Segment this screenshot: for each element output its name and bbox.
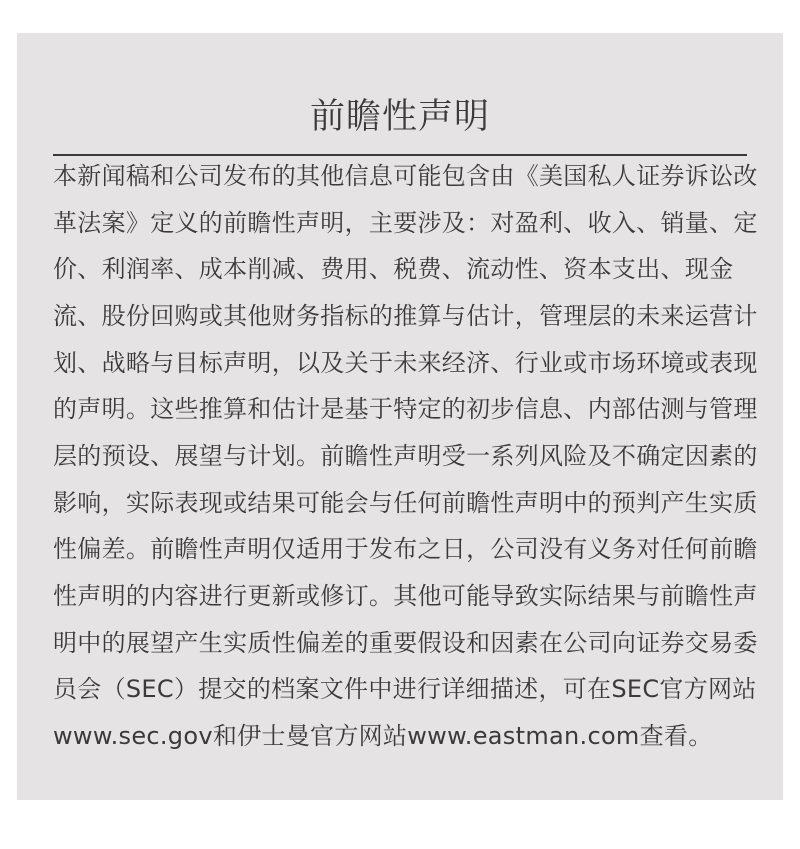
disclaimer-panel bbox=[17, 33, 783, 800]
body-line-8: 影响，实际表现或结果可能会与任何前瞻性声明中的预判产生实质 bbox=[53, 489, 758, 517]
body-line-3: 价、利润率、成本削减、费用、税费、流动性、资本支出、现金 bbox=[53, 255, 734, 283]
body-line-10: 性声明的内容进行更新或修订。其他可能导致实际结果与前瞻性声 bbox=[53, 582, 758, 610]
body-line-2: 革法案》定义的前瞻性声明，主要涉及：对盈利、收入、销量、定 bbox=[53, 209, 758, 237]
body-line-5: 划、战略与目标声明，以及关于未来经济、行业或市场环境或表现 bbox=[53, 349, 758, 377]
body-line-9: 性偏差。前瞻性声明仅适用于发布之日，公司没有义务对任何前瞻 bbox=[53, 535, 758, 563]
body-line-12: 员会（SEC）提交的档案文件中进行详细描述，可在SEC官方网站 bbox=[53, 675, 757, 703]
body-line-11: 明中的展望产生实质性偏差的重要假设和因素在公司向证券交易委 bbox=[53, 629, 758, 657]
body-line-4: 流、股份回购或其他财务指标的推算与估计，管理层的未来运营计 bbox=[53, 302, 758, 330]
body-line-13: www.sec.gov和伊士曼官方网站www.eastman.com查看。 bbox=[53, 722, 713, 750]
title-divider bbox=[53, 154, 747, 156]
body-line-6: 的声明。这些推算和估计是基于特定的初步信息、内部估测与管理 bbox=[53, 395, 758, 423]
page-title: 前瞻性声明 bbox=[309, 97, 490, 137]
body-line-1: 本新闻稿和公司发布的其他信息可能包含由《美国私人证券诉讼改 bbox=[53, 162, 758, 190]
body-line-7: 层的预设、展望与计划。前瞻性声明受一系列风险及不确定因素的 bbox=[53, 442, 758, 470]
